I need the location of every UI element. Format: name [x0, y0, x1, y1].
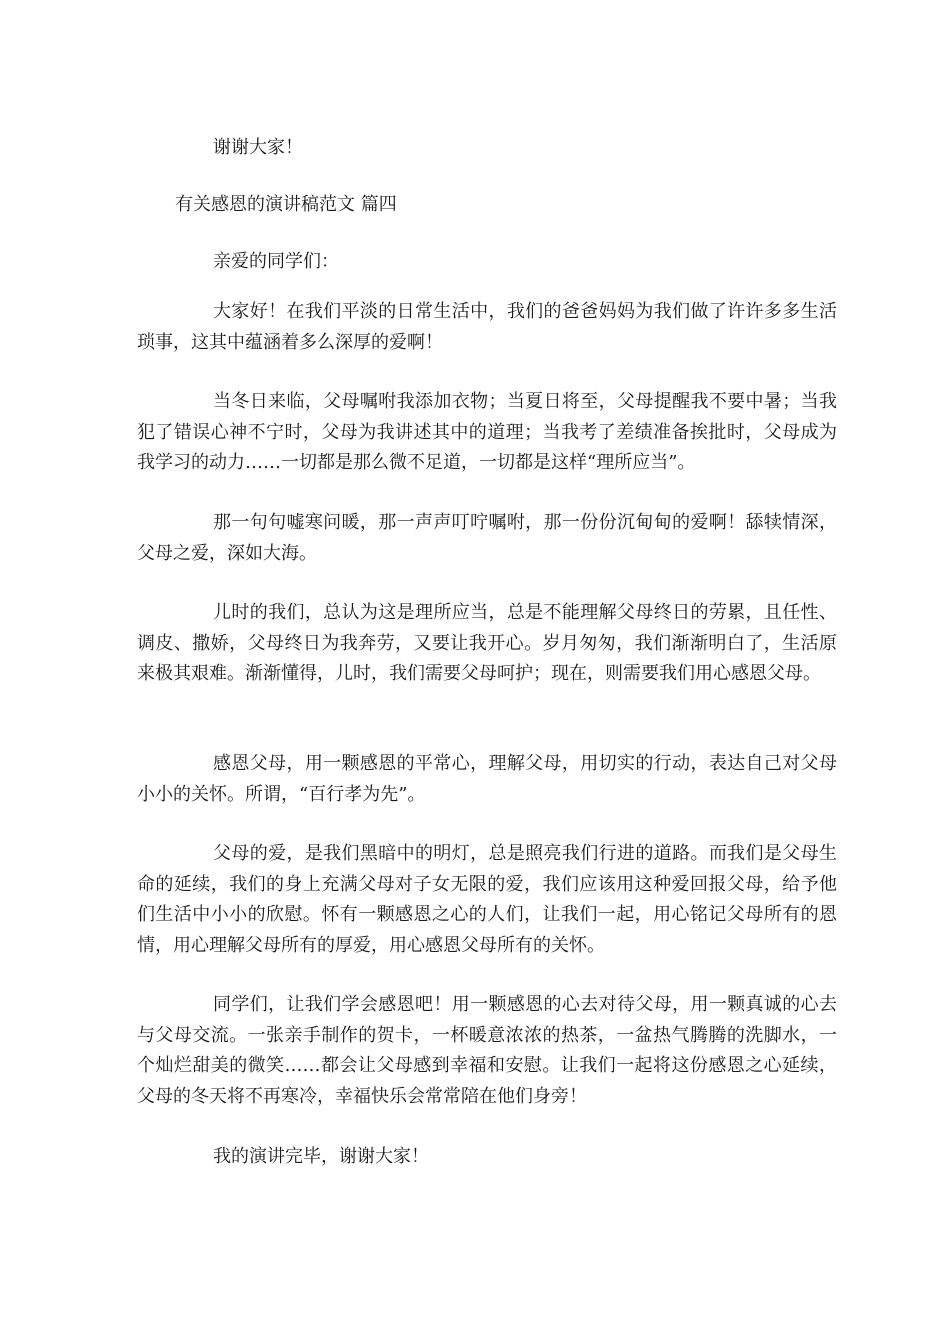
- greeting: 亲爱的同学们：: [213, 251, 339, 272]
- paragraph-5: 感恩父母，用一颗感恩的平常心，理解父母，用切实的行动，表达自己对父母小小的关怀。所谓，“百行孝为先”。: [137, 753, 837, 805]
- paragraph-1: 大家好！在我们平淡的日常生活中，我们的爸爸妈妈为我们做了许许多多生活琐事，这其中蕴涵着多么深厚的爱啊！: [137, 301, 837, 353]
- closing-previous-section: 谢谢大家！: [213, 137, 303, 158]
- closing: 我的演讲完毕，谢谢大家！: [213, 1146, 429, 1167]
- paragraph-6: 父母的爱，是我们黑暗中的明灯，总是照亮我们行进的道路。而我们是父母生命的延续，我们的身上充满父母对子女无限的爱，我们应该用这种爱回报父母，给予他们生活中小小的欣慰。怀有一颗感恩之心的人们，让我们一起，用心铭记父母所有的恩情，用心理解父母所有的厚爱，用心感恩父母所有的关怀。: [137, 843, 837, 956]
- paragraph-2: 当冬日来临，父母嘱咐我添加衣物；当夏日将至，父母提醒我不要中暑；当我犯了错误心神不宁时，父母为我讲述其中的道理；当我考了差绩准备挨批时，父母成为我学习的动力……一切都是那么微不足道，一切都是这样“理所应当”。: [137, 391, 837, 473]
- paragraph-7: 同学们，让我们学会感恩吧！用一颗感恩的心去对待父母，用一颗真诚的心去与父母交流。一张亲手制作的贺卡，一杯暖意浓浓的热茶，一盆热气腾腾的洗脚水，一个灿烂甜美的微笑……都会让父母感到幸福和安慰。让我们一起将这份感恩之心延续，父母的冬天将不再寒冷，幸福快乐会常常陪在他们身旁！: [137, 994, 837, 1107]
- paragraph-3: 那一句句嘘寒问暖，那一声声叮咛嘱咐，那一份份沉甸甸的爱啊！舔犊情深，父母之爱，深如大海。: [137, 512, 837, 564]
- paragraph-4: 儿时的我们，总认为这是理所应当，总是不能理解父母终日的劳累，且任性、调皮、撒娇，父母终日为我奔劳，又要让我开心。岁月匆匆，我们渐渐明白了，生活原来极其艰难。渐渐懂得，儿时，我们需要父母呵护；现在，则需要我们用心感恩父母。: [137, 602, 837, 684]
- section-title: 有关感恩的演讲稿范文 篇四: [175, 194, 397, 215]
